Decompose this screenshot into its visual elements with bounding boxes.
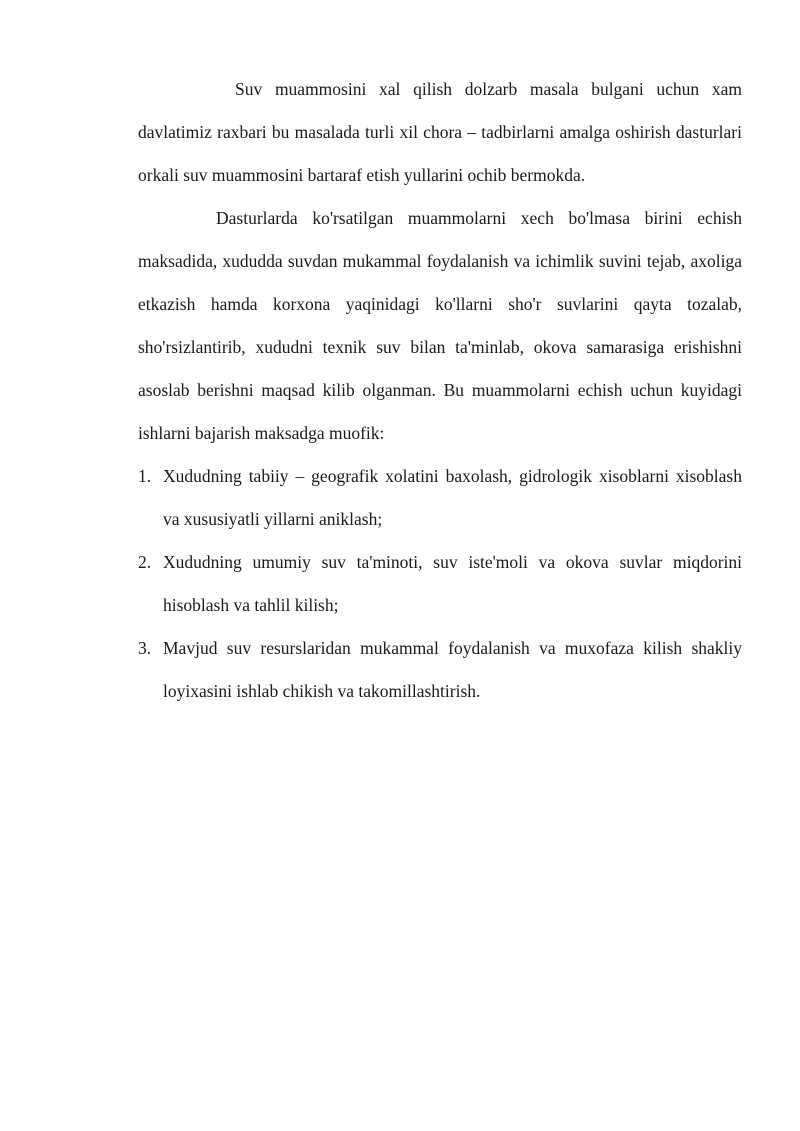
- list-item: [138, 455, 742, 541]
- paragraph-goals: Dasturlarda ko'rsatilgan muammolarni xech bo'lmasa birini echish maksadida, xududda suvdan mukammal foydalanish va ichimlik suvini tejab, axoliga etkazish hamda korxona yaqinidagi ko'llarni sho'r suvlarini qayta tozalab, sho'rsizlantirib, xududni texnik suv bilan ta'minlab, okova samarasiga erishishni asoslab berishni maqsad kilib olganman. Bu muammolarni echish uchun kuyidagi ishlarni bajarish maksadga muofik:: [138, 208, 742, 443]
- list-item: [138, 541, 742, 627]
- task-list: [138, 455, 742, 713]
- list-item-number: 2.: [138, 552, 152, 572]
- document-page: [138, 68, 742, 713]
- list-item-number: 1.: [138, 466, 152, 486]
- list-item: [138, 627, 742, 713]
- list-item-text: Xududning umumiy suv ta'minoti, suv iste'moli va okova suvlar miqdorini hisoblash va tahlil kilish;: [163, 552, 742, 615]
- list-item-number: 3.: [138, 638, 152, 658]
- paragraph-intro: Suv muammosini xal qilish dolzarb masala bulgani uchun xam davlatimiz raxbari bu masalada turli xil chora – tadbirlarni amalga oshirish dasturlari orkali suv muammosini bartaraf etish yullarini ochib bermokda.: [138, 79, 742, 185]
- list-item-text: Mavjud suv resurslaridan mukammal foydalanish va muxofaza kilish shakliy loyixasini ishlab chikish va takomillashtirish.: [163, 638, 742, 701]
- list-item-text: Xududning tabiiy – geografik xolatini baxolash, gidrologik xisoblarni xisoblash va xususiyatli yillarni aniklash;: [163, 466, 742, 529]
